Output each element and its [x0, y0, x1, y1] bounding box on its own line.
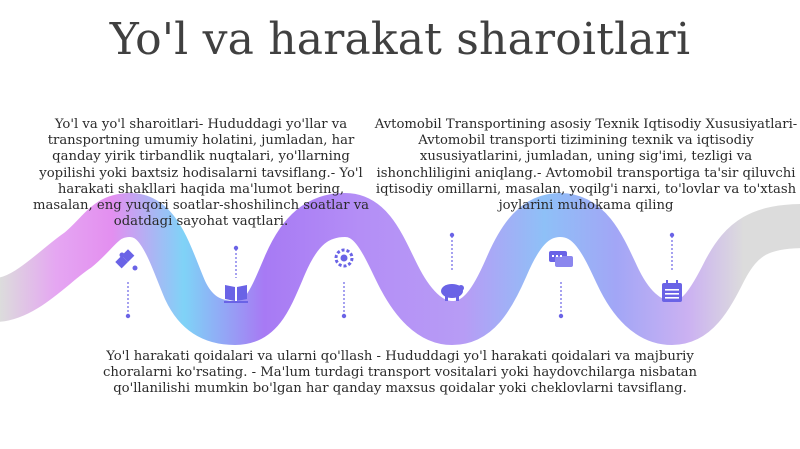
puzzle-icon [115, 249, 137, 270]
page-title: Yo'l va harakat sharoitlari [109, 14, 691, 65]
marker-line-1 [126, 282, 130, 318]
marker-line-6 [670, 233, 674, 270]
section-left-text: Yo'l va yo'l sharoitlari- Hududdagi yo'llar va transportning umumiy holatini, jumladan, har qanday yirik tirbandlik nuqtalari, yo'llarning yopilishi yoki baxtsiz hodisalarni tavsiflang.- Yo'l harakati shakllari haqida ma'lumot bering, masalan, eng yuqori soatlar-shoshilinch soatlar va odatdagi sayohat vaqtlari. [32, 117, 370, 230]
piggy-bank-icon [441, 284, 464, 301]
gear-icon [336, 250, 352, 266]
section-bottom-text: Yo'l harakati qoidalari va ularni qo'llash - Hududdagi yo'l harakati qoidalari va majburiy choralarni ko'rsating. - Ma'lum turdagi transport vositalari yoki haydovchilarga nisbatan qo'llanilishi mumkin bo'lgan har qanday maxsus qoidalar yoki cheklovlarni tavsiflang. [103, 349, 697, 397]
section-right-text: Avtomobil Transportining asosiy Texnik Iqtisodiy Xususiyatlari- Avtomobil transporti tizimining texnik va iqtisodiy xususiyatlarini, jumladan, uning sig'imi, tezligi va ishonchliligini aniqlang.- Avtomobil transportiga ta'sir qiluvchi iqtisodiy omillarni, masalan, yoqilg'i narxi, to'lovlar va to'xtash joylarini muhokama qiling [374, 117, 798, 214]
marker-line-4 [450, 233, 454, 270]
chat-icon [549, 251, 573, 267]
marker-line-2 [234, 246, 238, 278]
calendar-icon [662, 280, 682, 302]
marker-line-3 [342, 282, 346, 318]
marker-line-5 [559, 282, 563, 318]
